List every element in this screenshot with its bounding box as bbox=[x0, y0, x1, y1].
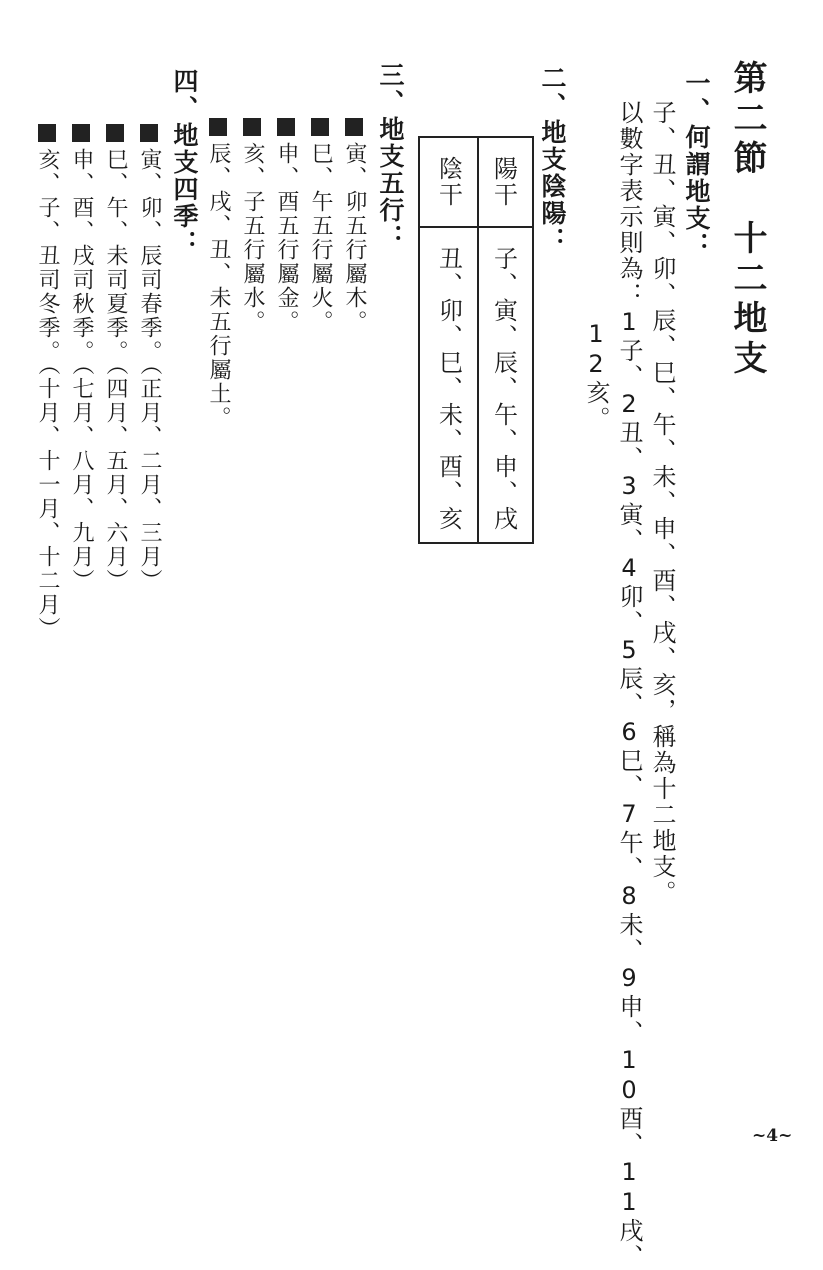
list-item: 亥、子五行屬水。 bbox=[241, 118, 263, 334]
square-bullet-icon bbox=[243, 118, 261, 136]
part3-heading: 三、地支五行： bbox=[376, 62, 405, 251]
list-item: 申、酉五行屬金。 bbox=[275, 118, 297, 334]
part4-heading: 四、地支四季： bbox=[170, 68, 199, 257]
list-item: 亥、子、丑司冬季。（十月、十一月、十二月） bbox=[36, 124, 58, 641]
part1-line1: 子、丑、寅、卯、辰、巳、午、未、申、酉、戌、亥，稱為十二地支。 bbox=[648, 100, 676, 906]
part1-line3: 12亥。 bbox=[582, 320, 610, 432]
square-bullet-icon bbox=[345, 118, 363, 136]
square-bullet-icon bbox=[209, 118, 227, 136]
square-bullet-icon bbox=[38, 124, 56, 142]
yang-values: 子、寅、辰、午、申、戌 bbox=[489, 246, 518, 532]
square-bullet-icon bbox=[277, 118, 295, 136]
square-bullet-icon bbox=[311, 118, 329, 136]
yin-column bbox=[420, 138, 479, 542]
list-item: 辰、戌、丑、未五行屬土。 bbox=[207, 118, 229, 430]
list-item: 巳、午、未司夏季。（四月、五月、六月） bbox=[104, 124, 126, 593]
yin-values: 丑、卯、巳、未、酉、亥 bbox=[434, 246, 463, 532]
page-number: ~4~ bbox=[752, 1126, 793, 1146]
square-bullet-icon bbox=[106, 124, 124, 142]
square-bullet-icon bbox=[72, 124, 90, 142]
part1-heading: 一、何謂地支： bbox=[682, 70, 711, 259]
list-item: 寅、卯、辰司春季。（正月、二月、三月） bbox=[138, 124, 160, 593]
yang-header-cell bbox=[475, 138, 532, 228]
yang-label: 陽干 bbox=[489, 156, 518, 208]
list-item: 申、酉、戌司秋季。（七月、八月、九月） bbox=[70, 124, 92, 593]
yin-header-cell bbox=[420, 138, 477, 228]
list-item: 寅、卯五行屬木。 bbox=[343, 118, 365, 334]
part1-line2: 以數字表示則為：1子、2丑、3寅、4卯、5辰、6巳、7午、8未、9申、10酉、11戌、 bbox=[615, 100, 643, 1270]
part2-heading: 二、地支陰陽： bbox=[538, 65, 567, 254]
yin-label: 陰干 bbox=[434, 156, 463, 208]
yang-column bbox=[475, 138, 532, 542]
yin-yang-table bbox=[418, 136, 534, 544]
square-bullet-icon bbox=[140, 124, 158, 142]
list-item: 巳、午五行屬火。 bbox=[309, 118, 331, 334]
section-title: 第二節 十二地支 bbox=[727, 60, 767, 380]
